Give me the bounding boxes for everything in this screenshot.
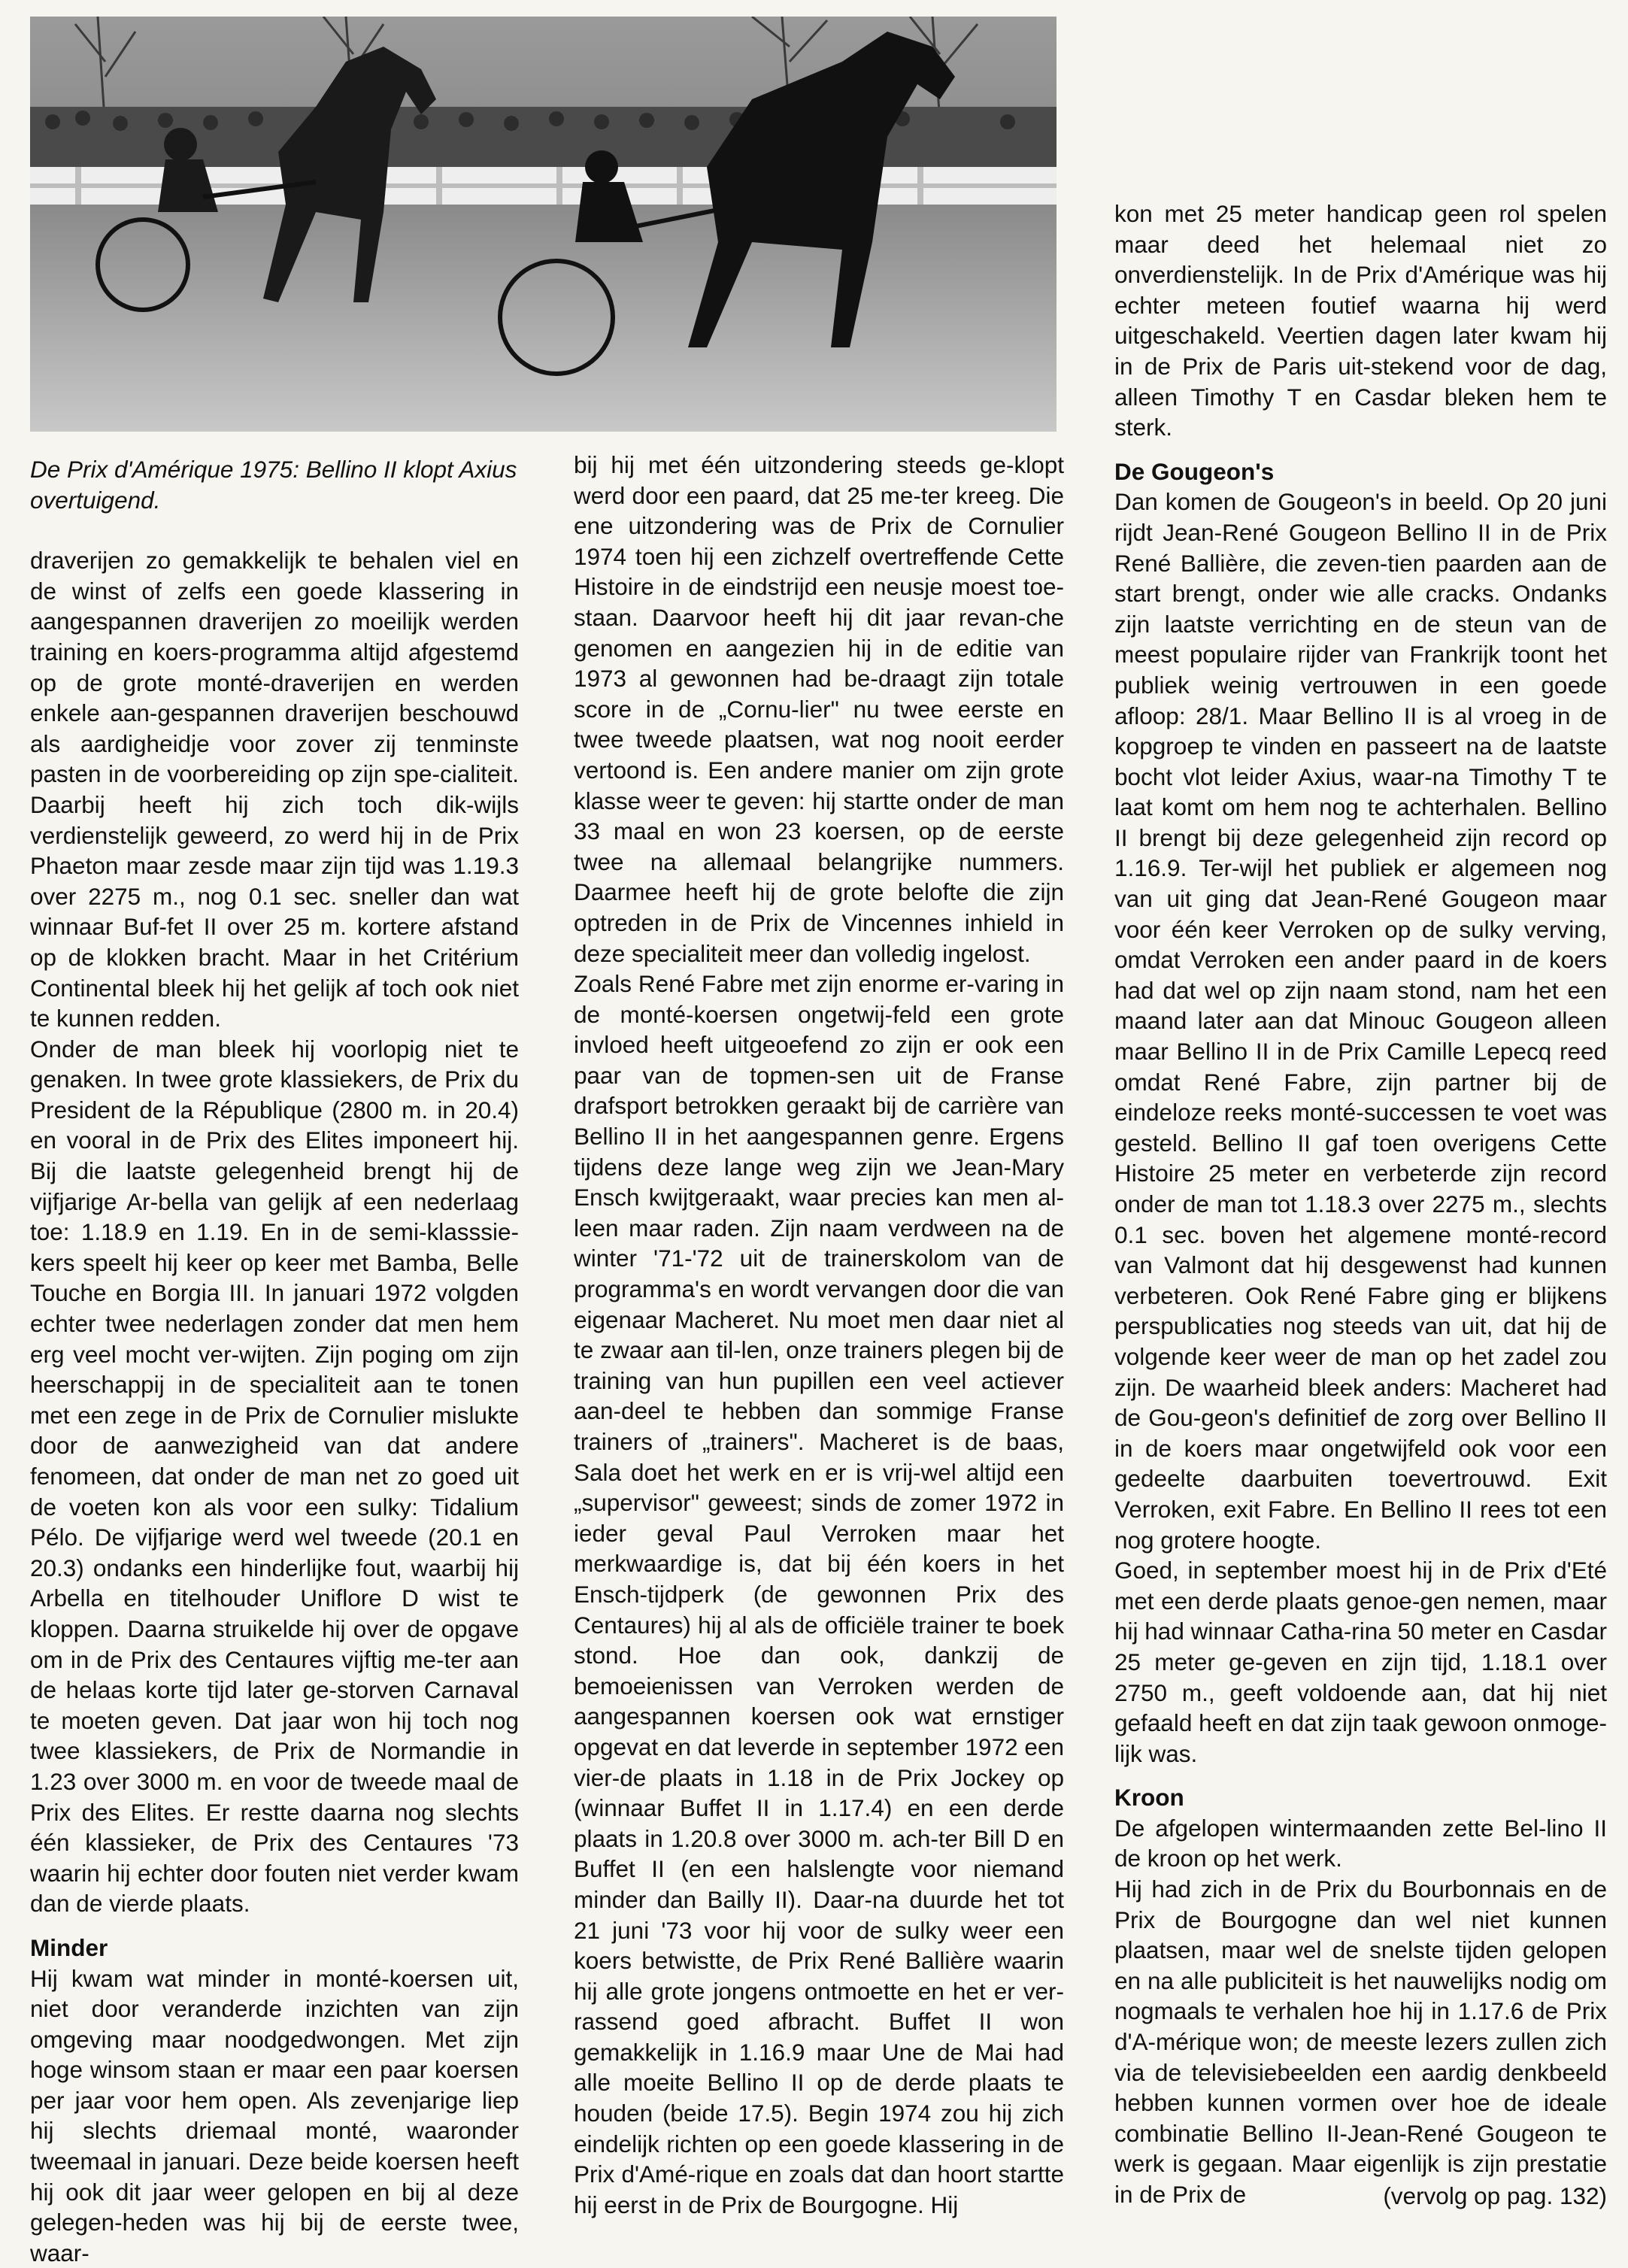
trotting-race-photo-icon [30, 17, 1057, 432]
paragraph: Hij had zich in de Prix du Bourbonnais en de Prix de Bourgogne dan wel niet kunnen plaatsen, maar wel de snelste tijden gelopen en na alle publiciteit is het nauwelijks nodig om nogmaals te verhalen hoe hij in 1.17.6 de Prix d'A-mérique won; de meeste lezers zullen zich via de televisiebeelden een aardig denkbeeld hebben kunnen vormen over hoe de ideale combinatie Bellino II-Jean-René Gougeon te werk is gegaan. Maar eigenlijk is zijn prestatie in de Prix de [1114, 1874, 1607, 2210]
section-heading: Minder [30, 1933, 519, 1963]
paragraph: Onder de man bleek hij voorlopig niet te genaken. In twee grote klassiekers, de Prix du President de la République (2800 m. in 20.4) en vooral in de Prix des Elites imponeert hij. Bij die laatste gelegenheid brengt hij de vijfjarige Ar-bella van gelijk af een nederlaag toe: 1.18.9 en 1.19. En in de semi-klasssie-kers speelt hij keer op keer met Bamba, Belle Touche en Borgia III. In januari 1972 volgden echter twee nederlagen zonder dat men hem erg veel mocht ver-wijten. Zijn poging om zijn heerschappij in de specialiteit aan te tonen met een zege in de Prix de Cornulier mislukte door de aanwezigheid van dat andere fenomeen, dat onder de man net zo goed uit de voeten kon als voor een sulky: Tidalium Pélo. De vijfjarige werd wel tweede (20.1 en 20.3) ondanks een hinderlijke fout, waarbij hij Arbella en titelhouder Uniflore D wist te kloppen. Daarna struikelde hij over de opgave om in de Prix des Centaures vijftig me-ter aan de helaas korte tijd later ge-storven Carnaval te moeten geven. Dat jaar won hij toch nog twee klassiekers, de Prix de Normandie in 1.23 over 3000 m. en voor de tweede maal de Prix des Elites. Er restte daarna nog slechts één klassieker, de Prix des Centaures '73 waarin hij echter door fouten niet verder kwam dan de vierde plaats. [30, 1034, 519, 1919]
paragraph: Goed, in september moest hij in de Prix d'Eté met een derde plaats genoe-gen nemen, maar hij had winnaar Catha-rina 50 meter en Casdar 25 meter ge-geven en zijn tijd, 1.18.1 over 2750 m., geeft voldoende aan, dat hij niet gefaald heeft en dat zijn taak gewoon onmoge-lijk was. [1114, 1555, 1607, 1769]
paragraph: bij hij met één uitzondering steeds ge-klopt werd door een paard, dat 25 me-ter kreeg. Die ene uitzondering was de Prix de Cornulier 1974 toen hij een zichzelf overtreffende Cette Histoire in de eindstrijd een neusje moest toe-staan. Daarvoor heeft hij dit jaar revan-che genomen en aangezien hij in de editie van 1973 al gewonnen had be-draagt zijn totale score in de „Cornu-lier" nu twee eerste en twee tweede plaatsen, wat nog nooit eerder vertoond is. Een andere manier om zijn grote klasse weer te geven: hij startte onder de man 33 maal en won 23 koersen, op de eerste twee na allemaal belangrijke nummers. Daarmee heeft hij de grote belofte die zijn optreden in de Prix de Vincennes inhield in deze specialiteit meer dan volledig ingelost. [574, 450, 1064, 969]
section-heading: De Gougeon's [1114, 456, 1607, 487]
paragraph: Zoals René Fabre met zijn enorme er-varing in de monté-koersen ongetwij-feld een grote invloed heeft uitgeoefend zo zijn er ook een paar van de topmen-sen uit de Franse drafsport betrokken geraakt bij de carrière van Bellino II in het aangespannen genre. Ergens tijdens deze lange weg zijn we Jean-Mary Ensch kwijtgeraakt, waar precies kan men al-leen maar raden. Zijn naam verdween na de winter '71-'72 uit de trainerskolom van de programma's en wordt vervangen door die van eigenaar Macheret. Nu moet men daar niet al te zwaar aan til-len, onze trainers plegen bij de training van hun pupillen een veel actiever aan-deel te hebben dan sommige Franse trainers of „trainers". Macheret is de baas, Sala doet het werk en er is vrij-wel altijd een „supervisor" geweest; sinds de zomer 1972 in ieder geval Paul Verroken maar het merkwaardige is, dat bij één koers in het Ensch-tijdperk (de gewonnen Prix des Centaures) hij al als de officiële trainer te boek stond. Hoe dan ook, dankzij de bemoeienissen van Verroken werden de aangespannen koersen ook wat ernstiger opgevat en dat leverde in september 1972 een vier-de plaats in 1.18 in de Prix Jockey op (winnaar Buffet II in 1.17.4) en een derde plaats in 1.20.8 over 3000 m. ach-ter Bill D en Buffet II (en een halslengte voor niemand minder dan Bailly II). Daar-na duurde het tot 21 juni '73 voor hij voor de sulky weer een koers betwistte, de Prix René Ballière waarin hij alle grote jongens ontmoette en het er ver-rassend goed afbracht. Buffet II won gemakkelijk in 1.16.9 maar Une de Mai had alle moeite Bellino II op de derde plaats te houden (beide 17.5). Begin 1974 zou hij zich eindelijk richten op een goede klassering in de Prix d'Amé-rique en zoals dat dan hoort startte hij eerst in de Prix de Bourgogne. Hij [574, 969, 1064, 2220]
column-1 [30, 454, 519, 2268]
paragraph: kon met 25 meter handicap geen rol spelen maar deed het helemaal niet zo onverdienstelijk. In de Prix d'Amérique was hij echter meteen foutief waarna hij werd uitgeschakeld. Veertien dagen later kwam hij in de Prix de Paris uit-stekend voor de dag, alleen Timothy T en Casdar bleken hem te sterk. [1114, 199, 1607, 443]
race-photo [30, 17, 1057, 432]
paragraph: De afgelopen wintermaanden zette Bel-lino II de kroon op het werk. [1114, 1813, 1607, 1874]
paragraph: Hij kwam wat minder in monté-koersen uit, niet door veranderde inzichten van zijn omgeving maar noodgedwongen. Met zijn hoge winsom staan er maar een paar koersen per jaar voor hem open. Als zevenjarige liep hij slechts driemaal monté, waaronder tweemaal in januari. Deze beide koersen heeft hij ook dit jaar weer gelopen en bij al deze gelegen-heden was hij bij de eerste twee, waar- [30, 1963, 519, 2268]
continuation-note: (vervolg op pag. 132) [1383, 2181, 1607, 2211]
section-heading: Kroon [1114, 1782, 1607, 1813]
paragraph: Dan komen de Gougeon's in beeld. Op 20 juni rijdt Jean-René Gougeon Bellino II in de Prix René Ballière, die zeven-tien paarden aan de start brengt, onder wie alle cracks. Ondanks zijn laatste verrichting en de steun van de meest populaire rijder van Frankrijk toont het publiek weinig vertrouwen in een goede afloop: 28/1. Maar Bellino II is al vroeg in de kopgroep te vinden en passeert na de laatste bocht vlot leider Axius, waar-na Timothy T te laat komt om hem nog te achterhalen. Bellino II brengt bij deze gelegenheid zijn record op 1.16.9. Ter-wijl het publiek er algemeen nog van uit ging dat Jean-René Gougeon maar voor één keer Verroken op de sulky verving, omdat Verroken een ander paard in de koers had dat wel op zijn naam stond, nam het een maand later aan dat Minouc Gougeon alleen maar Bellino II in de Prix Camille Lepecq reed omdat René Fabre, zijn partner bij de eindeloze reeks monté-successen te voet was gesteld. Bellino II gaf toen overigens Cette Histoire 25 meter en verbeterde zijn record onder de man tot 1.18.3 over 2275 m., slechts 0.1 sec. boven het algemene monté-record van Valmont dat hij desgewenst had kunnen verbeteren. Ook René Fabre ging er blijkens perspublicaties nog steeds van uit, dat hij de volgende keer weer de man op het zadel zou zijn. De waarheid bleek anders: Macheret had de Gou-geon's definitief de zorg over Bellino II in de koers maar ongetwijfeld ook voor een gedeelte daarbuiten toevertrouwd. Exit Verroken, exit Fabre. En Bellino II rees tot een nog grotere hoogte. [1114, 487, 1607, 1555]
column-3 [1114, 199, 1607, 2210]
column-2 [574, 450, 1064, 2220]
photo-caption: De Prix d'Amérique 1975: Bellino II klopt Axius overtuigend. [30, 454, 519, 515]
paragraph: draverijen zo gemakkelijk te behalen viel en de winst of zelfs een goede klassering in aangespannen draverijen zo moeilijk werden training en koers-programma altijd afgestemd op de grote monté-draverijen en werden enkele aan-gespannen draverijen beschouwd als aardigheidje voor zover zij tenminste pasten in de voorbereiding op zijn spe-cialiteit. Daarbij heeft hij zich toch dik-wijls verdienstelijk geweerd, zo werd hij in de Prix Phaeton maar zesde maar zijn tijd was 1.19.3 over 2275 m., nog 0.1 sec. sneller dan wat winnaar Buf-fet II over 25 m. kortere afstand op de klokken bracht. Maar in het Critérium Continental bleek hij het gelijk af toch ook niet te kunnen redden. [30, 545, 519, 1034]
